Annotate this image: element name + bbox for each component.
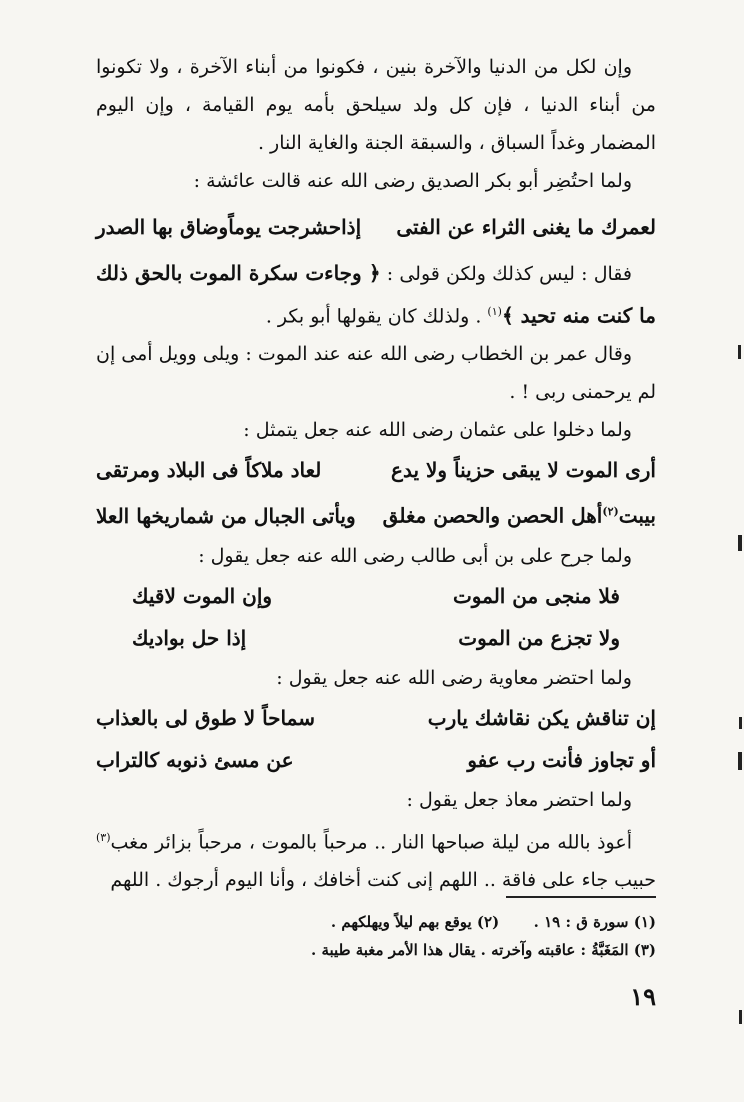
verse-1-hemistich-b: إذاحشرجت يوماًوضاق بها الصدر [96, 215, 362, 239]
scan-mark [739, 1010, 742, 1024]
verse-2-r1-a: أرى الموت لا يبقى حزيناً ولا يدع [391, 458, 656, 483]
footnote-3: (٣) المَغَبَّةُ : عاقبته وآخرته . يقال هذا الأمر مغبة طيبة . [311, 941, 656, 959]
verse-4-row-2 [96, 739, 656, 781]
paragraph-3-tail: . ولذلك كان يقولها أبو بكر . [265, 305, 482, 328]
paragraph-4: وقال عمر بن الخطاب رضى الله عنه عند الموت : ويلى وويل أمى إن لم يرحمنى ربى ! . [96, 343, 656, 404]
scan-mark [739, 717, 742, 729]
footnote-ref-3: (٣) [96, 830, 111, 844]
verse-3-r1-a: فلا منجى من الموت [452, 583, 620, 608]
footnote-ref-1: (١) [487, 305, 502, 318]
verse-3-row-1 [96, 575, 656, 617]
paragraph-3-text: فقال : ليس كذلك ولكن قولى : [386, 263, 632, 285]
footnote-1-2-line [96, 908, 656, 936]
verse-2-r2-a-post: أهل الحصن والحصن مغلق [382, 503, 603, 528]
verse-1-hemistich-a: لعمرك ما يغنى الثراء عن الفتى [396, 215, 656, 239]
verse-3-row-2 [96, 617, 656, 659]
verse-2-r2-a [383, 491, 656, 537]
verse-3-r1-b: وإن الموت لاقيك [132, 583, 273, 608]
verse-3-r2-b: إذا حل بواديك [132, 625, 247, 650]
verse-2-r1-b: لعاد ملاكاً فى البلاد ومرتقى [96, 458, 322, 483]
paragraph-6: ولما جرح على بن أبى طالب رضى الله عنه جعل يقول : [198, 544, 632, 567]
verse-4-r2-a: أو تجاوز فأنت رب عفو [467, 747, 656, 772]
quran-quote: ﴿ وجاءت سكرة الموت بالحق ذلك ما كنت منه تحيد ﴾ [96, 261, 656, 328]
footnotes [96, 908, 656, 964]
scan-mark [738, 345, 741, 359]
verse-2-r2-b: ويأتى الجبال من شماريخها العلا [96, 503, 356, 528]
footnote-2: (٢) يوقع بهم ليلاً ويهلكهم . [330, 913, 500, 931]
page-number: ١٩ [630, 982, 656, 1011]
footnote-1: (١) سورة ق : ١٩ . [533, 913, 656, 931]
paragraph-8: ولما احتضر معاذ جعل يقول : [406, 788, 632, 811]
footnote-rule [506, 896, 656, 898]
scan-mark [738, 535, 742, 551]
verse-2-r2-a-pre: بيبت [618, 503, 656, 528]
verse-2-row-1 [96, 449, 656, 491]
paragraph-3 [96, 254, 656, 335]
footnote-ref-2: (٢) [602, 505, 619, 519]
paragraph-9 [96, 819, 656, 899]
verse-3-r2-a: ولا تجزع من الموت [458, 625, 620, 650]
verse-4-row-1 [96, 697, 656, 739]
verse-4-r1-a: إن تناقش يكن نقاشك يارب [427, 705, 656, 730]
paragraph-9-main: أعوذ بالله من ليلة صباحها النار .. مرحباً بالموت ، مرحباً بزائر مغب [110, 831, 632, 854]
verse-2-row-2 [96, 491, 656, 537]
paragraph-1: وإن لكل من الدنيا والآخرة بنين ، فكونوا من أبناء الآخرة ، ولا تكونوا من أبناء الدنيا ، فإن كل ولد سيلحق بأمه يوم القيامة ، وإن اليوم المضمار وغداً السباق ، والسبقة الجنة والغاية النار . [96, 56, 656, 154]
verse-4-r2-b: عن مسئ ذنوبه كالتراب [96, 747, 294, 772]
verse-1 [96, 206, 656, 248]
page-content [96, 48, 656, 1048]
verse-4-r1-b: سماحاً لا طوق لى بالعذاب [96, 705, 315, 730]
scan-mark [738, 752, 742, 770]
paragraph-7: ولما احتضر معاوية رضى الله عنه جعل يقول : [276, 666, 632, 689]
paragraph-2: ولما احتُضِر أبو بكر الصديق رضى الله عنه قالت عائشة : [193, 170, 632, 192]
paragraph-9-rest: حبيب جاء على فاقة .. اللهم إنى كنت أخافك ، وأنا اليوم أرجوك . اللهم [110, 869, 656, 892]
paragraph-5: ولما دخلوا على عثمان رضى الله عنه جعل يتمثل : [243, 419, 632, 442]
